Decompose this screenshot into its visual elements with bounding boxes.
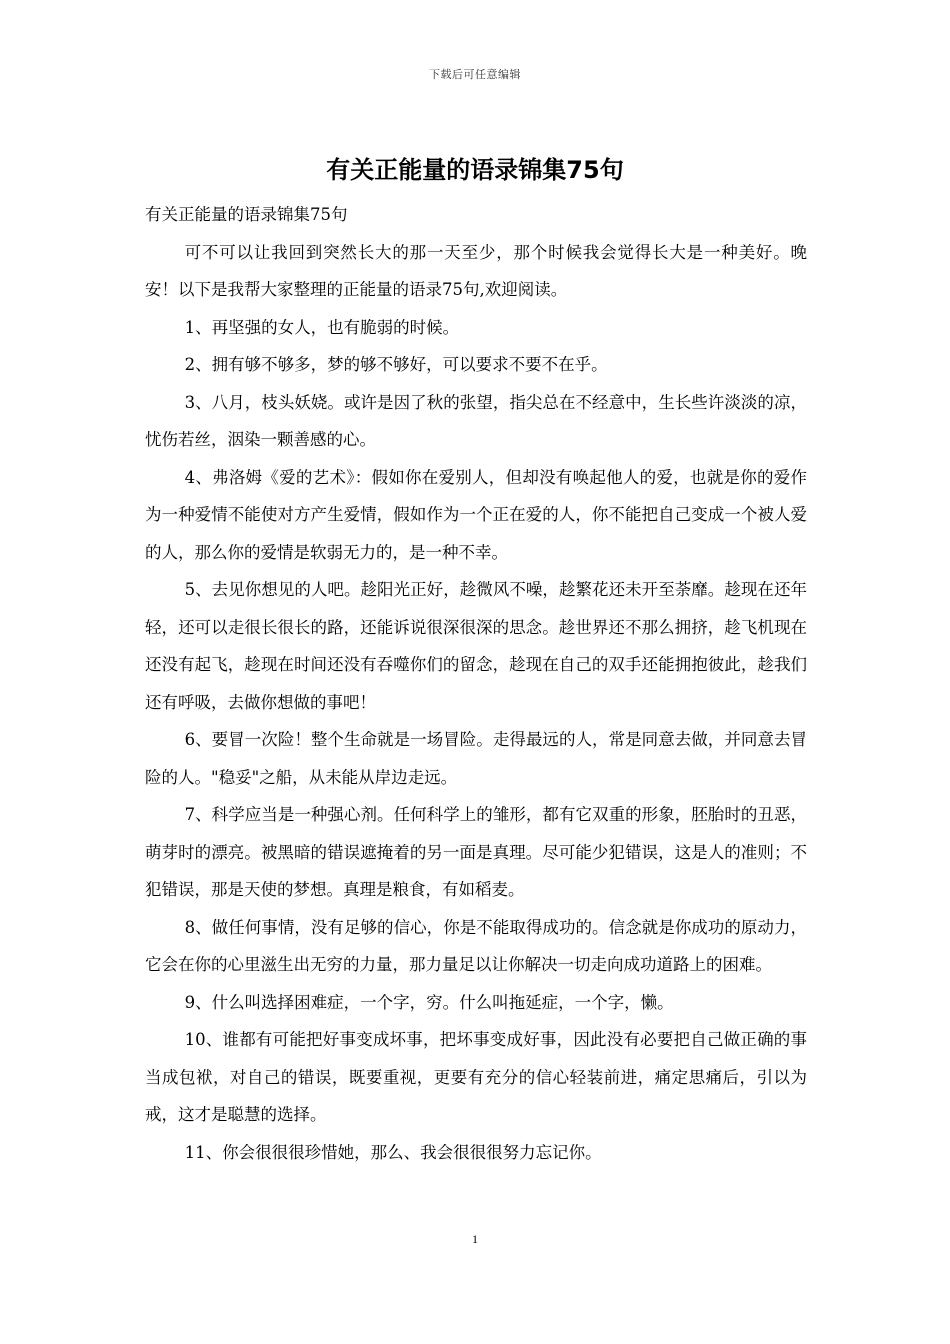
document-subtitle: 有关正能量的语录锦集75句: [145, 205, 348, 224]
quote-paragraph: 9、什么叫选择困难症，一个字，穷。什么叫拖延症，一个字，懒。: [184, 992, 674, 1012]
quote-paragraph: 7、科学应当是一种强心剂。任何科学上的雏形，都有它双重的形象，胚胎时的丑恶，萌芽时的漂亮。被黑暗的错误遮掩着的另一面是真理。尽可能少犯错误，这是人的准则；不犯错误，那是天使的梦想。真理是粮食，有如稻麦。: [145, 805, 807, 899]
quote-paragraph: 6、要冒一次险！整个生命就是一场冒险。走得最远的人，常是同意去做，并同意去冒险的人。"稳妥"之船，从未能从岸边走远。: [145, 730, 807, 787]
quote-paragraph: 2、拥有够不够多，梦的够不够好，可以要求不要不在乎。: [184, 355, 608, 374]
quote-paragraph: 10、谁都有可能把好事变成坏事，把坏事变成好事，因此没有必要把自己做正确的事当成包袱，对自己的错误，既要重视，更要有充分的信心轻装前进，痛定思痛后，引以为戒，这才是聪慧的选择。: [145, 1030, 807, 1124]
quote-paragraph: 1、再坚强的女人，也有脆弱的时候。: [184, 317, 460, 337]
page-header-note: 下载后可任意编辑: [429, 68, 521, 81]
document-body: [145, 196, 807, 1171]
document-title: 有关正能量的语录锦集75句: [326, 156, 624, 184]
quote-paragraph: 8、做任何事情，没有足够的信心，你是不能取得成功的。信念就是你成功的原动力，它会在你的心里滋生出无穷的力量，那力量足以让你解决一切走向成功道路上的困难。: [145, 917, 807, 974]
quote-paragraph: 3、八月，枝头妖娆。或许是因了秋的张望，指尖总在不经意中，生长些许淡淡的凉，忧伤若丝，洇染一颗善感的心。: [145, 392, 807, 449]
quote-paragraph: 11、你会很很很珍惜她，那么、我会很很很努力忘记你。: [184, 1142, 602, 1162]
intro-paragraph: 可不可以让我回到突然长大的那一天至少，那个时候我会觉得长大是一种美好。晚安！以下是我帮大家整理的正能量的语录75句,欢迎阅读。: [145, 242, 807, 299]
page-number: 1: [472, 1232, 478, 1246]
quote-paragraph: 4、弗洛姆《爱的艺术》：假如你在爱别人，但却没有唤起他人的爱，也就是你的爱作为一种爱情不能使对方产生爱情，假如作为一个正在爱的人，你不能把自己变成一个被人爱的人，那么你的爱情是软弱无力的，是一种不幸。: [145, 467, 807, 562]
quote-paragraph: 5、去见你想见的人吧。趁阳光正好，趁微风不噪，趁繁花还未开至荼靡。趁现在还年轻，还可以走很长很长的路，还能诉说很深很深的思念。趁世界还不那么拥挤，趁飞机现在还没有起飞，趁现在时间还没有吞噬你们的留念，趁现在自己的双手还能拥抱彼此，趁我们还有呼吸，去做你想做的事吧！: [145, 580, 807, 712]
